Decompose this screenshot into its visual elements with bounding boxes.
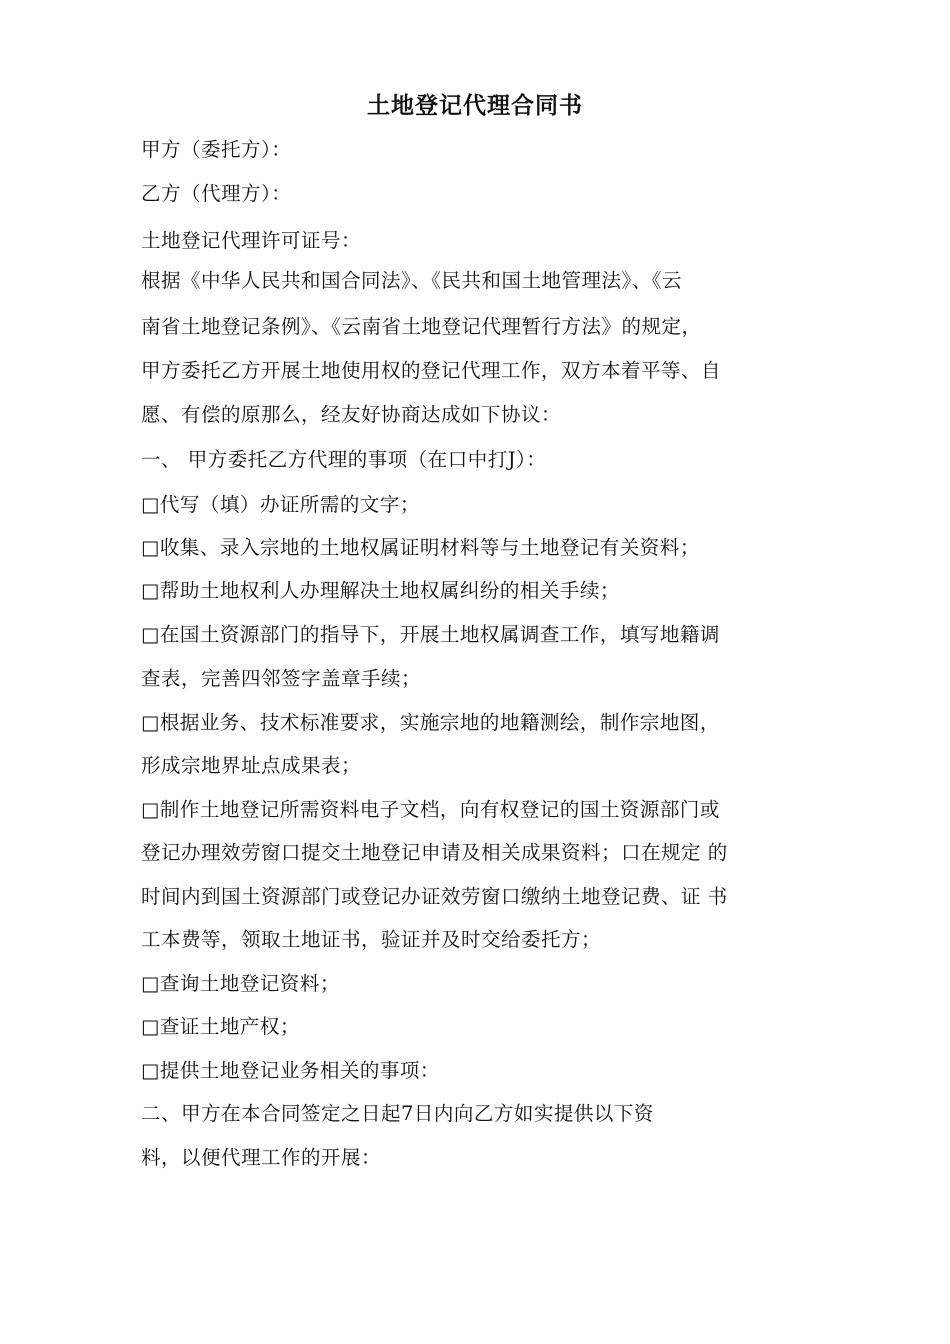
body-text-line: 料，以便代理工作的开展： [141,1146,382,1169]
checklist-item: □提供土地登记业务相关的事项： [141,1059,440,1082]
party-b-line: 乙方（代理方）： [141,182,292,205]
checklist-item: □根据业务、技术标准要求，实施宗地的地籍测绘，制作宗地图， [141,711,720,734]
checklist-item: □在国土资源部门的指导下，开展土地权属调查工作，填写地籍调 [141,623,720,646]
section-heading-2: 二、甲方在本合同签定之日起7日内向乙方如实提供以下资 [141,1102,654,1125]
checklist-item-continuation: 查表，完善四邻签字盖章手续； [141,667,422,690]
checklist-item: □代写（填）办证所需的文字； [141,493,420,516]
party-a-line: 甲方（委托方）： [141,138,292,161]
body-text-line: 根据《中华人民共和国合同法》、《民共和国土地管理法》、《云 [141,269,683,292]
checklist-item-continuation: 登记办理效劳窗口提交土地登记申请及相关成果资料；口在规定 的 [141,841,728,864]
section-heading-1: 一、 甲方委托乙方代理的事项（在口中打J）： [141,448,547,471]
body-text-line: 南省土地登记条例》、《云南省土地登记代理暂行方法》的规定， [141,315,702,338]
body-text-line: 甲方委托乙方开展土地使用权的登记代理工作，双方本着平等、自 [141,359,722,382]
checklist-item: □查证土地产权； [141,1015,300,1038]
document-title: 土地登记代理合同书 [367,92,583,119]
checklist-item: □查询土地登记资料； [141,972,340,995]
checklist-item: □制作土地登记所需资料电子文档，向有权登记的国土资源部门或 [141,798,720,821]
checklist-item: □收集、录入宗地的土地权属证明材料等与土地登记有关资料； [141,536,700,559]
checklist-item-continuation: 时间内到国土资源部门或登记办证效劳窗口缴纳土地登记费、证 书 [141,885,728,908]
license-number-line: 土地登记代理许可证号： [141,229,362,252]
checklist-item: □帮助土地权利人办理解决土地权属纠纷的相关手续； [141,579,620,602]
body-text-line: 愿、有偿的原那么，经友好协商达成如下协议： [141,403,562,426]
checklist-item-continuation: 工本费等，领取土地证书，验证并及时交给委托方； [141,928,602,951]
checklist-item-continuation: 形成宗地界址点成果表； [141,754,362,777]
